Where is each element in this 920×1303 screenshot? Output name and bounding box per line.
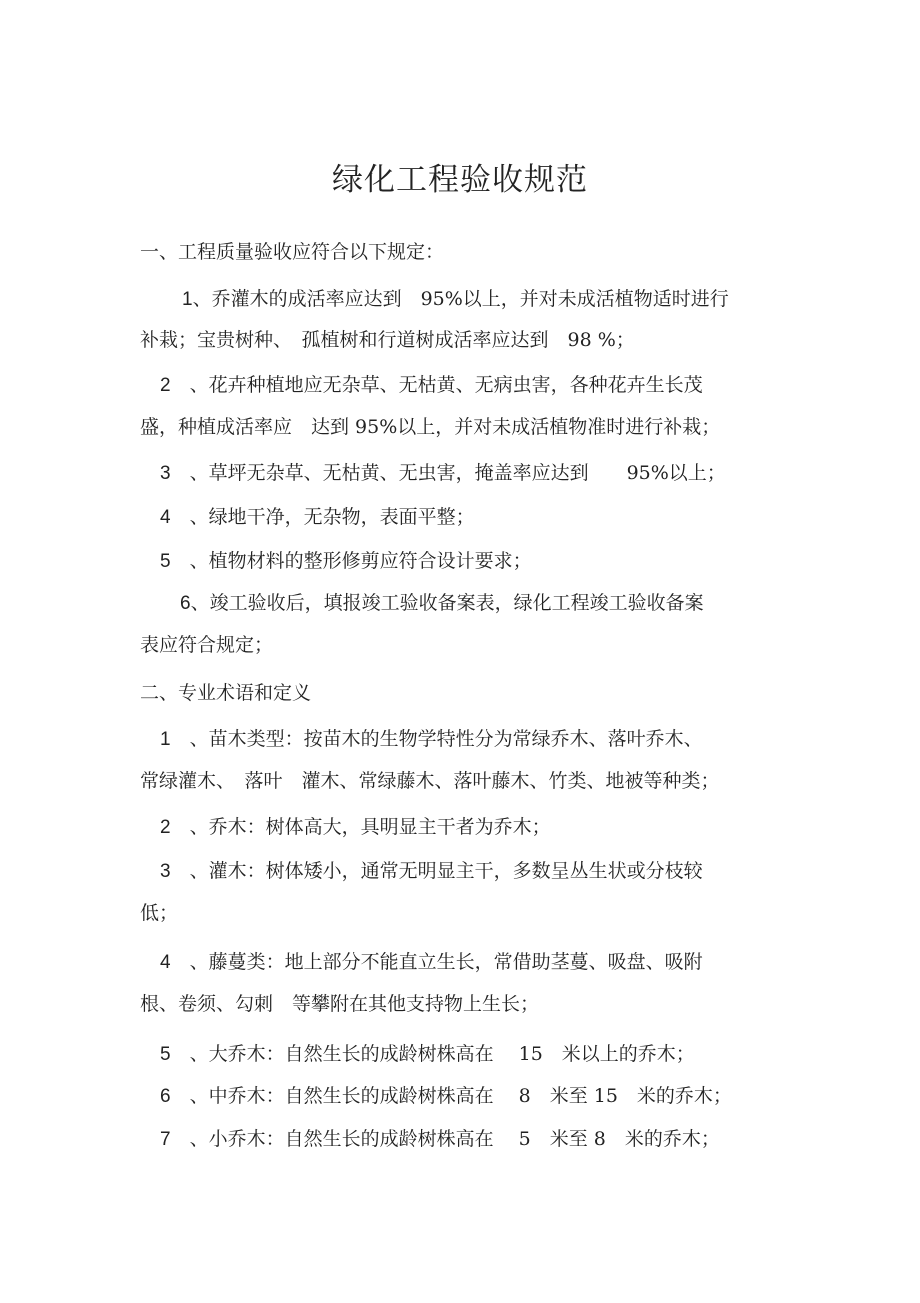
list-item [180,589,704,618]
item-text: 、植物材料的整形修剪应符合设计要求； [170,550,532,572]
item-text-continued: 补栽；宝贵树种、 孤植树和行道树成活率应达到 98 %； [140,329,635,351]
item-text-continued: 表应符合规定； [140,634,274,656]
list-item [160,1040,695,1069]
list-item [160,1082,732,1111]
item-text-continued: 低； [140,902,179,924]
item-number: 1 [182,289,193,310]
item-text-continued: 根、卷须、勾刺 等攀附在其他支持物上生长； [140,993,540,1015]
item-number: 7 [160,1129,171,1150]
item-text: 、中乔木：自然生长的成龄树株高在 8 米至 15 米的乔木； [170,1085,732,1107]
section-heading-2: 二、专业术语和定义 [140,682,312,704]
item-number: 1 [160,729,171,750]
item-number: 6 [160,1086,171,1107]
list-item [160,948,703,977]
item-number: 5 [160,1044,171,1065]
item-text: 、藤蔓类：地上部分不能直立生长，常借助茎蔓、吸盘、吸附 [170,951,703,973]
list-item [160,547,532,576]
list-item [160,503,475,532]
item-text: 、大乔木：自然生长的成龄树株高在 15 米以上的乔木； [170,1043,695,1065]
item-text-continued: 盛，种植成活率应 达到 95%以上，并对未成活植物准时进行补栽； [140,416,721,438]
list-item [160,1125,720,1154]
item-text: 、竣工验收后，填报竣工验收备案表，绿化工程竣工验收备案 [190,592,704,614]
page-title: 绿化工程验收规范 [332,162,588,198]
item-text: 、绿地干净，无杂物，表面平整； [170,506,475,528]
item-text: 、苗木类型：按苗木的生物学特性分为常绿乔木、落叶乔木、 [170,728,703,750]
item-text: 、花卉种植地应无杂草、无枯黄、无病虫害，各种花卉生长茂 [170,374,703,396]
item-number: 2 [160,375,171,396]
item-number: 3 [160,463,171,484]
item-text: 、灌木：树体矮小，通常无明显主干，多数呈丛生状或分枝较 [170,860,703,882]
item-text-continued: 常绿灌木、 落叶 灌木、常绿藤木、落叶藤木、竹类、地被等种类； [140,770,720,792]
item-text: 、草坪无杂草、无枯黄、无虫害，掩盖率应达到 95%以上； [170,462,726,484]
item-number: 5 [160,551,171,572]
item-number: 6 [180,593,191,614]
list-item [160,371,703,400]
item-number: 4 [160,507,171,528]
item-text: 、乔灌木的成活率应达到 95%以上，并对未成活植物适时进行 [192,288,729,310]
list-item [160,813,551,842]
list-item [182,285,729,314]
item-number: 3 [160,861,171,882]
item-text: 、乔木：树体高大，具明显主干者为乔木； [170,816,551,838]
item-text: 、小乔木：自然生长的成龄树株高在 5 米至 8 米的乔木； [170,1128,720,1150]
section-heading-1: 一、工程质量验收应符合以下规定： [140,241,445,263]
item-number: 2 [160,817,171,838]
item-number: 4 [160,952,171,973]
list-item [160,857,703,886]
list-item [160,459,726,488]
list-item [160,725,703,754]
